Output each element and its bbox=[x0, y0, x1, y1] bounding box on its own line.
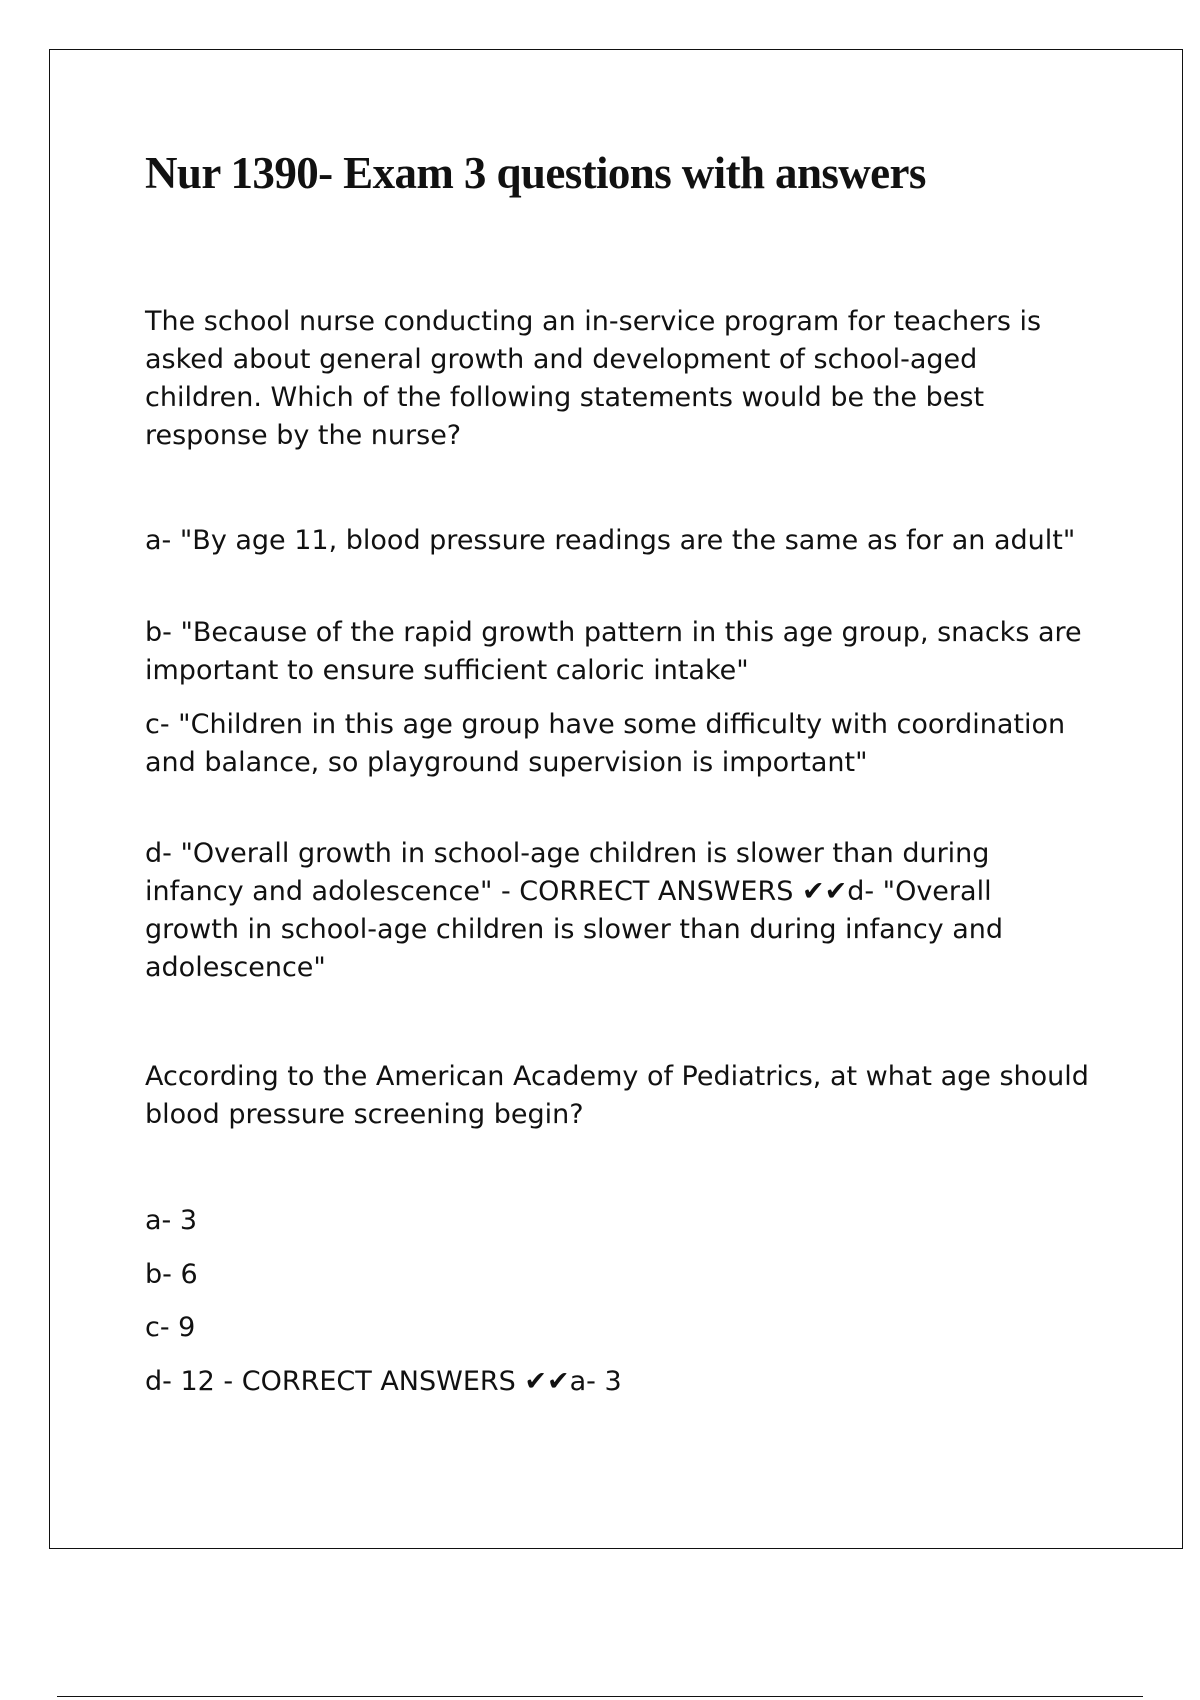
question-1-option-b: b- "Because of the rapid growth pattern in this age group, snacks are important to ensure sufficient caloric intake" bbox=[145, 617, 1082, 686]
question-2-prompt: According to the American Academy of Pediatrics, at what age should blood pressure screening begin? bbox=[145, 1061, 1089, 1130]
document-title: Nur 1390- Exam 3 questions with answers bbox=[145, 148, 926, 198]
question-1-option-a: a- "By age 11, blood pressure readings are the same as for an adult" bbox=[145, 525, 1076, 556]
question-2-option-a: a- 3 bbox=[145, 1205, 198, 1236]
footer-rule bbox=[57, 1696, 1143, 1697]
question-2-option-b: b- 6 bbox=[145, 1259, 198, 1290]
question-2-option-d-answer: d- 12 - CORRECT ANSWERS ✔✔a- 3 bbox=[145, 1366, 622, 1397]
question-2-option-c: c- 9 bbox=[145, 1312, 196, 1343]
question-1-option-d-answer: d- "Overall growth in school-age children is slower than during infancy and adolescence" - CORRECT ANSWERS ✔✔d- "Overall growth in school-age children is slower than during infancy and adolescence" bbox=[145, 838, 1004, 983]
question-1-prompt: The school nurse conducting an in-service program for teachers is asked about general growth and development of school-aged children. Which of the following statements would be the best response by the nurse? bbox=[145, 306, 1042, 451]
question-1-option-c: c- "Children in this age group have some difficulty with coordination and balance, so playground supervision is important" bbox=[145, 709, 1066, 778]
